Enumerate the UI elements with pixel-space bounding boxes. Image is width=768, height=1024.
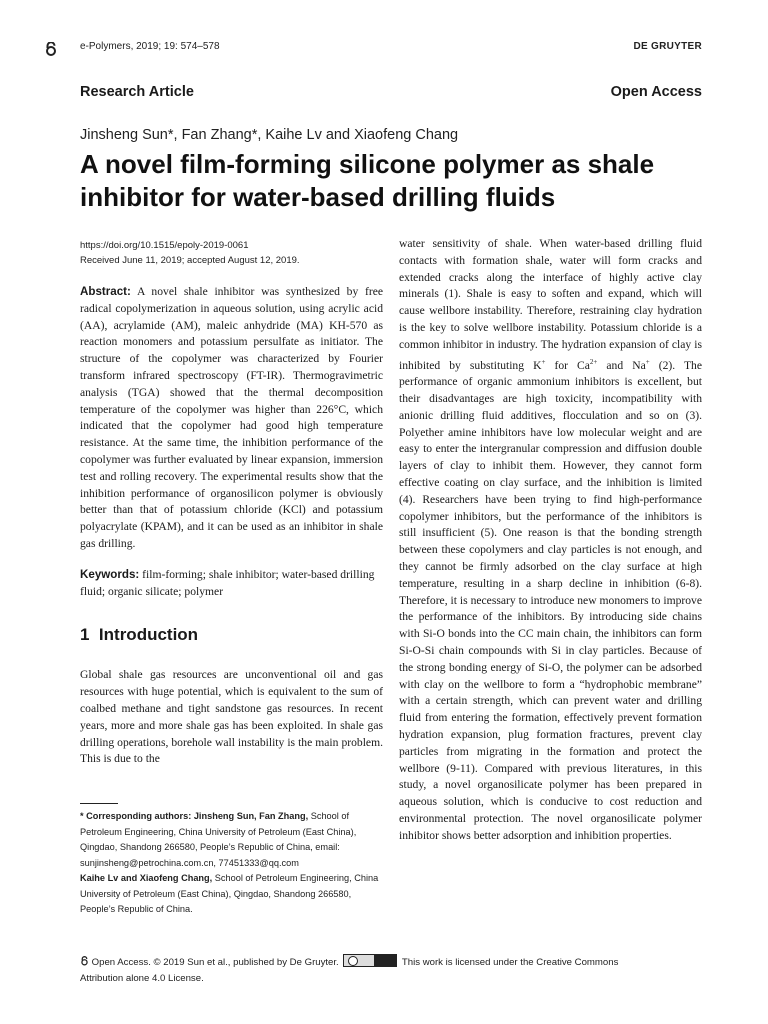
text-segment: for Ca [545, 358, 590, 372]
license-footer [80, 954, 660, 986]
intro-paragraph: Global shale gas resources are unconventional oil and gas resources with huge potential, which is equivalent to the sum of coalbed methane and tight sandstone gas resources. In recent years, more and more shale gas has been exploited. In shale gas drilling operations, borehole wall instability is the main problem. This is due to the [80, 668, 383, 766]
article-meta [80, 238, 383, 268]
article-type: Research Article [80, 84, 194, 100]
journal-reference: e-Polymers, 2019; 19: 574–578 [80, 41, 220, 52]
corresponding-affiliation: School of Petroleum Engineering, China University of Petroleum (East China), Qingdao, Shandong 266580, People’s Republic of China, email: sunjinsheng@petrochina.com.cn, 77451333@qq.com [80, 811, 357, 868]
text-segment: and Na [597, 358, 646, 372]
other-affiliation: School of Petroleum Engineering, China University of Petroleum (East China), Qingdao, Shandong 266580, People’s Republic of China. [80, 873, 379, 914]
open-access-icon [44, 42, 58, 56]
superscript: + [645, 357, 650, 366]
section-heading [80, 625, 383, 645]
received-dates: Received June 11, 2019; accepted August 12, 2019. [80, 255, 300, 266]
keywords [80, 567, 383, 601]
text-segment: (2). The performance of organic ammonium inhibitors is excellent, but their disadvantages are high toxicity, incompatibility with anionic drilling fluid additives, flocculation and so on (3). Polyether amine inhibitors have low molecular weight and are easy to enter the intergranular compression and diffusion double layers of clay to inhibit them. However, they cannot form effective coating on clay surface, and the inhibition is limited (4). Researchers have been trying to find high-performance copolymer inhibitors, but the performance of the inhibitors is still insufficient (5). One reason is that the bonding strength between these copolymers and clay particles is not enough, and they cannot be firmly adsorbed on the clay surface at high temperature, resulting in a sharp decline in inhibition (6-8). Therefore, it is necessary to introduce new monomers to improve the performance of the inhibitors. By introducing side chains with Si-O bonds into the CC main chain, the inhibitors can form Si-O-Si chain compounds with Si in clay particles. Because of the strong bonding energy of Si-O, the polymer can be adsorbed with clay on the wellbore to form a “hydrophobic membrane” with a certain strength, which can prevent water and drilling fluid from entering the formation, effectively prevent formation hydration expansion, plug formation fractures, prevent clay particles from migrating in the formation and protect the wellbore (9-11). Compared with previous literatures, in this study, a novel organosilicate polymer has been prepared in aqueous solution, which is conducive to cost reduction and environmental protection. The novel organosilicate polymer inhibitor shows better adsorption and inhibition properties. [399, 358, 702, 842]
abstract-label: Abstract: [80, 285, 131, 298]
article-title: A novel film-forming silicone polymer as shale inhibitor for water-based drilling fluids [80, 149, 655, 212]
license-text-a: Open Access. © 2019 Sun et al., published by De Gruyter. [91, 957, 339, 968]
author-list: Jinsheng Sun*, Fan Zhang*, Kaihe Lv and Xiaofeng Chang [80, 127, 459, 143]
footnote [80, 809, 385, 918]
corresponding-authors-label: * Corresponding authors: Jinsheng Sun, Fan Zhang, [80, 811, 309, 821]
footnote-rule [80, 803, 118, 804]
left-column [80, 238, 383, 768]
open-access-icon [80, 956, 89, 966]
cc-by-license-icon[interactable] [343, 954, 397, 967]
section-title: Introduction [98, 625, 199, 645]
doi-link[interactable]: https://doi.org/10.1515/epoly-2019-0061 [80, 240, 249, 251]
right-column [399, 236, 702, 845]
right-column-paragraph [399, 236, 702, 845]
section-number: 1 [80, 625, 90, 645]
open-access-label: Open Access [610, 84, 702, 100]
abstract-text: A novel shale inhibitor was synthesized by free radical copolymerization in aqueous solution, using acrylic acid (AA), acrylamide (AM), maleic anhydride (MA) KH-570 as reaction monomers and potassium persulfate as initiator. The structure of the copolymer was characterized by Fourier transform infrared spectroscopy (FT-IR). Thermogravimetric analysis (TGA) showed that the thermal decomposition temperature of the copolymer was higher than 226°C, which indicated that the copolymer had good high temperature resistance. At the same time, the inhibition performance of the copolymer was further evaluated by linear expansion, immersion test and rolling recovery. The experimental results show that the inhibition performance of organosilicon polymer is obviously better than that of potassium chloride (KCl) and potassium polyacrylate (KPAM), and it can be used as an inhibitor in shale gas drilling. [80, 285, 383, 550]
keywords-text: film-forming; shale inhibitor; water-based drilling fluid; organic silicate; polymer [80, 567, 375, 598]
license-text-b: This work is licensed under the Creative Commons Attribution alone 4.0 License. [80, 957, 619, 984]
keywords-label: Keywords: [80, 567, 140, 581]
publisher-name: DE GRUYTER [633, 41, 702, 52]
abstract [80, 284, 383, 553]
superscript: + [541, 357, 546, 366]
other-authors-label: Kaihe Lv and Xiaofeng Chang, [80, 873, 213, 883]
text-segment: water sensitivity of shale. When water-based drilling fluid contacts with formation shale, water will form cracks and extended cracks along the interface of highly active clay minerals (1). Shale is easy to soften and expand, which will cause wellbore instability. Therefore, restraining clay hydration is the key to solve wellbore instability. Potassium chloride is a common inhibitor in industry. The hydration expansion of clay is inhibited by substituting K [399, 237, 702, 372]
superscript: 2+ [589, 357, 598, 366]
